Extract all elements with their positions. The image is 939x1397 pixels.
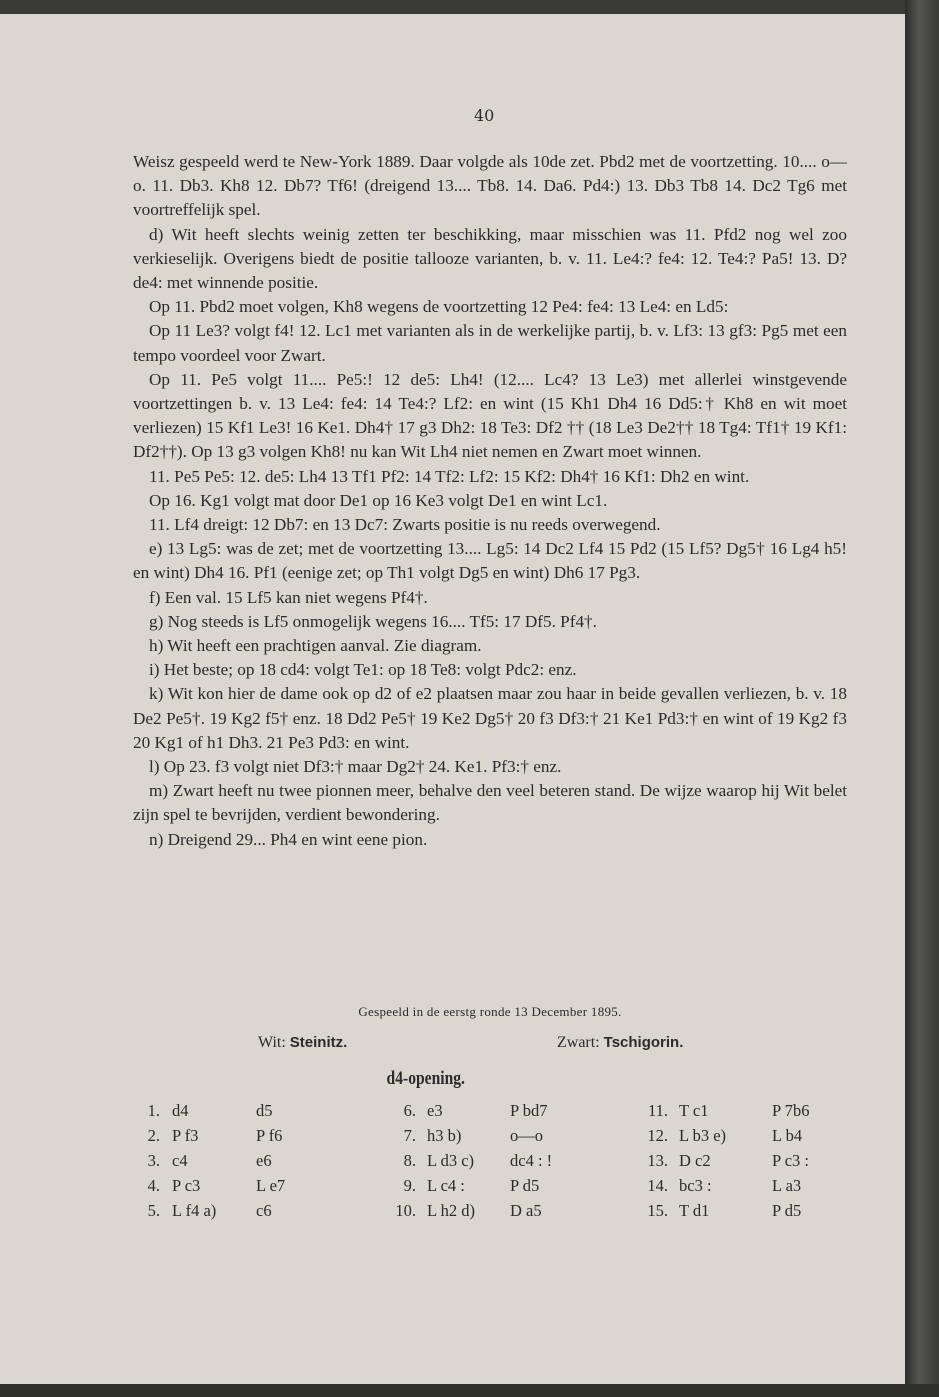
- move-number: 10.: [395, 1201, 416, 1220]
- black-label: Zwart:: [557, 1034, 600, 1051]
- black-move: P 7b6: [772, 1101, 810, 1120]
- white-name: Steinitz.: [289, 1034, 348, 1051]
- white-move: L b3 e): [679, 1126, 727, 1145]
- move-number: 2.: [147, 1126, 160, 1145]
- white-move: L f4 a): [172, 1201, 217, 1220]
- move-number: 5.: [147, 1201, 160, 1220]
- move-number: 8.: [403, 1151, 416, 1170]
- move-number: 12.: [647, 1126, 668, 1145]
- white-move: P c3: [172, 1176, 201, 1195]
- move-number: 7.: [403, 1126, 416, 1145]
- move-number: 11.: [647, 1101, 668, 1120]
- page-number: 40: [474, 106, 495, 125]
- white-player: [258, 1034, 347, 1052]
- black-move: P bd7: [510, 1101, 548, 1120]
- black-move: c6: [256, 1201, 272, 1220]
- white-move: L c4 :: [427, 1176, 465, 1195]
- move-number: 1.: [147, 1101, 160, 1120]
- black-move: P c3 :: [772, 1151, 809, 1170]
- black-move: o—o: [510, 1126, 543, 1145]
- black-name: Tschigorin.: [603, 1034, 684, 1051]
- white-move: L d3 c): [427, 1151, 475, 1170]
- black-move: D a5: [510, 1201, 542, 1220]
- white-move: P f3: [172, 1126, 199, 1145]
- annotation-paragraph: k) Wit kon hier de dame ook op d2 of e2 plaatsen maar zou haar in beide gevallen verliezen, b. v. 18 De2 Pe5†. 19 Kg2 f5† enz. 18 Dd2 Pe5† 19 Ke2 Dg5† 20 f3 Df3:† 21 Ke1 Pd3:† en wint of 19 Kg2 f3 20 Kg1 of h1 Dh3. 21 Pe3 Pd3: en wint.: [133, 684, 847, 752]
- move-number: 13.: [647, 1151, 668, 1170]
- move-number: 15.: [647, 1201, 668, 1220]
- annotation-paragraph: 11. Lf4 dreigt: 12 Db7: en 13 Dc7: Zwarts positie is nu reeds overwegend.: [149, 515, 661, 535]
- annotation-paragraph: Op 16. Kg1 volgt mat door De1 op 16 Ke3 volgt De1 en wint Lc1.: [149, 490, 608, 510]
- white-move: T d1: [679, 1201, 710, 1220]
- annotations-text: [133, 150, 847, 852]
- page-bottom-edge: [0, 1384, 939, 1397]
- annotation-paragraph: i) Het beste; op 18 cd4: volgt Te1: op 18 Te8: volgt Pdc2: enz.: [149, 660, 577, 680]
- opening-title: [133, 1068, 718, 1090]
- black-move: P d5: [510, 1176, 540, 1195]
- page-edge: [905, 0, 939, 1397]
- move-number: 6.: [403, 1101, 416, 1120]
- white-move: T c1: [679, 1101, 709, 1120]
- move-number: 4.: [147, 1176, 160, 1195]
- white-move: D c2: [679, 1151, 711, 1170]
- annotation-paragraph: Op 11. Pbd2 moet volgen, Kh8 wegens de voortzetting 12 Pe4: fe4: 13 Le4: en Ld5:: [149, 297, 729, 317]
- white-move: bc3 :: [679, 1176, 712, 1195]
- opening-name: d4-opening.: [386, 1068, 465, 1089]
- annotation-paragraph: e) 13 Lg5: was de zet; met de voortzetting 13.... Lg5: 14 Dc2 Lf4 15 Pd2 (15 Lf5? Dg5† 16 Lg4 h5! en wint) Dh4 16. Pf1 (eenige zet; op Th1 volgt Dg5 en wint) Dh6 17 Pg3.: [133, 539, 847, 583]
- black-move: P f6: [256, 1126, 283, 1145]
- annotation-paragraph: m) Zwart heeft nu twee pionnen meer, behalve den veel beteren stand. De wijze waarop hij Wit belet zijn spel te bevrijden, verdient bewondering.: [133, 781, 847, 825]
- game-caption: Gespeeld in de eerstg ronde 13 December 1895.: [358, 1004, 622, 1019]
- annotation-paragraph: f) Een val. 15 Lf5 kan niet wegens Pf4†.: [149, 587, 428, 607]
- annotation-paragraph: Weisz gespeeld werd te New-York 1889. Daar volgde als 10de zet. Pbd2 met de voortzetting. 10.... o—o. 11. Db3. Kh8 12. Db7? Tf6! (dreigend 13.... Tb8. 14. Da6. Pd4:) 13. Db3 Tb8 14. Dc2 Tg6 met voortreffelijk spel.: [133, 152, 847, 220]
- white-move: h3 b): [427, 1126, 462, 1145]
- annotation-paragraph: Op 11. Pe5 volgt 11.... Pe5:! 12 de5: Lh4! (12.... Lc4? 13 Le3) met allerlei winstgevende voortzettingen b. v. 13 Le4: fe4: 14 Te4:? Lf2: en wint (15 Kh1 Dh4 16 Dd5:† Kh8 en wit moet verliezen) 15 Kf1 Le3! 16 Ke1. Dh4† 17 g3 Dh2: 18 Te3: Df2 †† (18 Le3 De2†† 18 Tg4: Tf1† 19 Kf1: Df2††). Op 13 g3 volgen Kh8! nu kan Wit Lh4 niet nemen en Zwart moet winnen.: [133, 369, 847, 462]
- move-number: 3.: [147, 1151, 160, 1170]
- annotation-paragraph: l) Op 23. f3 volgt niet Df3:† maar Dg2† 24. Ke1. Pf3:† enz.: [149, 757, 562, 777]
- black-move: L e7: [256, 1176, 286, 1195]
- annotation-paragraph: d) Wit heeft slechts weinig zetten ter beschikking, maar misschien was 11. Pfd2 nog wel zoo verkieselijk. Overigens biedt de positie tallooze varianten, b. v. 11. Le4:? fe4: 12. Te4:? Pa5! 13. D? de4: met winnende positie.: [133, 224, 847, 293]
- white-move: e3: [427, 1101, 443, 1120]
- annotation-paragraph: n) Dreigend 29... Ph4 en wint eene pion.: [149, 829, 428, 849]
- black-move: L b4: [772, 1126, 803, 1145]
- black-move: P d5: [772, 1201, 802, 1220]
- annotation-paragraph: g) Nog steeds is Lf5 onmogelijk wegens 16.... Tf5: 17 Df5. Pf4†.: [149, 611, 597, 631]
- annotation-paragraph: Op 11 Le3? volgt f4! 12. Lc1 met varianten als in de werkelijke partij, b. v. Lf3: 13 gf3: Pg5 met een tempo voordeel voor Zwart.: [133, 321, 847, 365]
- move-number: 9.: [403, 1176, 416, 1195]
- annotation-paragraph: h) Wit heeft een prachtigen aanval. Zie diagram.: [149, 636, 482, 656]
- black-move: dc4 : !: [510, 1151, 553, 1170]
- white-move: d4: [172, 1101, 189, 1120]
- white-move: L h2 d): [427, 1201, 475, 1220]
- annotation-paragraph: 11. Pe5 Pe5: 12. de5: Lh4 13 Tf1 Pf2: 14 Tf2: Lf2: 15 Kf2: Dh4† 16 Kf1: Dh2 en wint.: [149, 466, 750, 486]
- black-move: L a3: [772, 1176, 802, 1195]
- black-player: [557, 1034, 683, 1052]
- black-move: d5: [256, 1101, 273, 1120]
- white-move: c4: [172, 1151, 188, 1170]
- white-label: Wit:: [258, 1034, 286, 1051]
- move-number: 14.: [647, 1176, 668, 1195]
- black-move: e6: [256, 1151, 272, 1170]
